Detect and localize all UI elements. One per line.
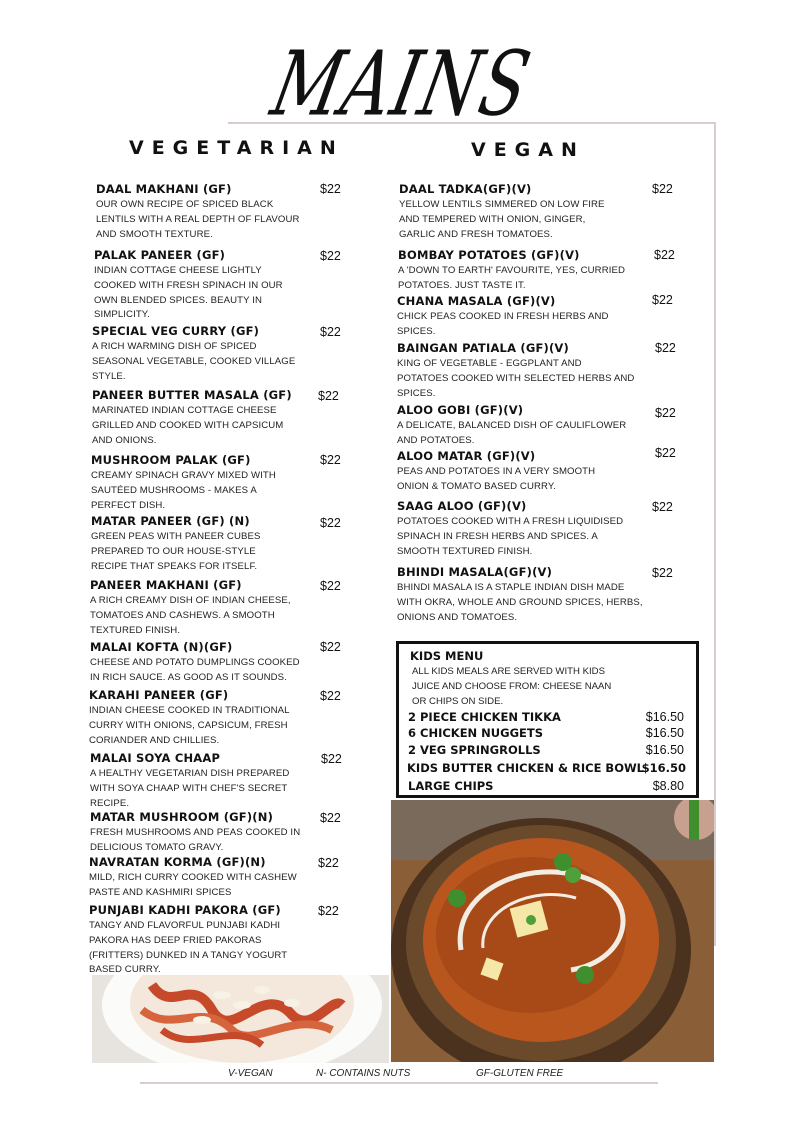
menu-item-name: DAAL TADKA(GF)(V) xyxy=(399,182,532,196)
menu-item-description: A RICH CREAMY DISH OF INDIAN CHEESE, TOMATOES AND CASHEWS. A SMOOTH TEXTURED FINISH. xyxy=(90,595,291,636)
menu-item-name: MATAR PANEER (GF) (N) xyxy=(91,514,250,528)
menu-item-description: MILD, RICH CURRY COOKED WITH CASHEW PASTE AND KASHMIRI SPICES xyxy=(89,872,297,898)
paneer-dish-photo xyxy=(92,975,389,1063)
menu-item-price: $22 xyxy=(320,453,341,467)
menu-item-price: $22 xyxy=(320,325,341,339)
legend-vegan: V-VEGAN xyxy=(228,1068,273,1079)
menu-item-price: $22 xyxy=(652,566,673,580)
menu-item-description: OUR OWN RECIPE OF SPICED BLACK LENTILS WITH A REAL DEPTH OF FLAVOUR AND SMOOTH TEXTURE. xyxy=(96,199,300,240)
menu-item-price: $22 xyxy=(320,640,341,654)
menu-item-name: DAAL MAKHANI (GF) xyxy=(96,182,232,196)
menu-item-description: CREAMY SPINACH GRAVY MIXED WITH SAUTÉED MUSHROOMS - MAKES A PERFECT DISH. xyxy=(91,470,276,511)
menu-item-description: PEAS AND POTATOES IN A VERY SMOOTH ONION & TOMATO BASED CURRY. xyxy=(397,466,596,492)
menu-item-name: PANEER BUTTER MASALA (GF) xyxy=(92,388,292,402)
menu-item xyxy=(89,688,290,748)
menu-item-name: MATAR MUSHROOM (GF)(N) xyxy=(90,810,274,824)
menu-item-description: A RICH WARMING DISH OF SPICED SEASONAL VEGETABLE, COOKED VILLAGE STYLE. xyxy=(92,341,296,382)
menu-item-price: $22 xyxy=(320,579,341,593)
menu-item xyxy=(92,388,292,448)
menu-item-description: A DELICATE, BALANCED DISH OF CAULIFLOWER AND POTATOES. xyxy=(397,420,627,446)
menu-item-name: BOMBAY POTATOES (GF)(V) xyxy=(398,248,580,262)
menu-item xyxy=(397,565,643,625)
menu-item xyxy=(90,810,300,856)
menu-item xyxy=(398,248,625,294)
menu-item-description: CHEESE AND POTATO DUMPLINGS COOKED IN RICH SAUCE. AS GOOD AS IT SOUNDS. xyxy=(90,657,300,683)
menu-item xyxy=(91,453,276,513)
menu-item-name: MUSHROOM PALAK (GF) xyxy=(91,453,251,467)
menu-item-description: GREEN PEAS WITH PANEER CUBES PREPARED TO OUR HOUSE-STYLE RECIPE THAT SPEAKS FOR ITSELF. xyxy=(91,531,261,572)
menu-item-price: $22 xyxy=(318,904,339,918)
menu-item xyxy=(94,248,283,323)
menu-item-name: MALAI SOYA CHAAP xyxy=(90,751,221,765)
menu-item-name: PALAK PANEER (GF) xyxy=(94,248,226,262)
menu-item xyxy=(397,449,595,495)
menu-item-price: $22 xyxy=(652,182,673,196)
menu-item-name: KARAHI PANEER (GF) xyxy=(89,688,229,702)
menu-item-name: ALOO MATAR (GF)(V) xyxy=(397,449,536,463)
menu-item-name: SPECIAL VEG CURRY (GF) xyxy=(92,324,260,338)
menu-item xyxy=(397,294,609,340)
menu-item-name: MALAI KOFTA (N)(GF) xyxy=(90,640,233,654)
menu-item xyxy=(89,855,297,901)
menu-item-name: BHINDI MASALA(GF)(V) xyxy=(397,565,553,579)
menu-item-name: NAVRATAN KORMA (GF)(N) xyxy=(89,855,266,869)
menu-item-name: PUNJABI KADHI PAKORA (GF) xyxy=(89,903,281,917)
kids-menu-box: KIDS MENU ALL KIDS MEALS ARE SERVED WITH KIDS JUICE AND CHOOSE FROM: CHEESE NAAN OR CHIPS ON SIDE. 2 PIECE CHICKEN TIKKA $16.50 6 CHICKEN NUGGETS $16.50 2 VEG SPRINGROLLS $16.50 KIDS BUTTER CHICKEN & RICE BOWL $16.50 LARGE CHIPS $8.80 xyxy=(396,641,699,798)
vegetarian-heading: VEGETARIAN xyxy=(129,137,344,159)
menu-item-description: A 'DOWN TO EARTH' FAVOURITE, YES, CURRIED POTATOES. JUST TASTE IT. xyxy=(398,265,626,291)
menu-item xyxy=(397,499,623,559)
menu-item-description: FRESH MUSHROOMS AND PEAS COOKED IN DELICIOUS TOMATO GRAVY. xyxy=(90,827,301,853)
menu-item-description: YELLOW LENTILS SIMMERED ON LOW FIRE AND TEMPERED WITH ONION, GINGER, GARLIC AND FRESH TOMATOES. xyxy=(399,199,605,240)
menu-item xyxy=(397,341,634,401)
menu-item-description: KING OF VEGETABLE - EGGPLANT AND POTATOES COOKED WITH SELECTED HERBS AND SPICES. xyxy=(397,358,635,399)
menu-item-price: $22 xyxy=(655,406,676,420)
menu-item-description: BHINDI MASALA IS A STAPLE INDIAN DISH MADE WITH OKRA, WHOLE AND GROUND SPICES, HERBS, ONIONS AND TOMATOES. xyxy=(397,582,643,623)
menu-item xyxy=(90,640,300,686)
menu-item-price: $22 xyxy=(318,856,339,870)
menu-item-price: $22 xyxy=(655,446,676,460)
menu-item-price: $22 xyxy=(320,689,341,703)
menu-item-name: ALOO GOBI (GF)(V) xyxy=(397,403,524,417)
menu-item xyxy=(89,903,287,978)
menu-item-name: BAINGAN PATIALA (GF)(V) xyxy=(397,341,569,355)
menu-item-description: INDIAN CHEESE COOKED IN TRADITIONAL CURRY WITH ONIONS, CAPSICUM, FRESH CORIANDER AND CHILLIES. xyxy=(89,705,290,746)
menu-item-name: CHANA MASALA (GF)(V) xyxy=(397,294,556,308)
menu-item-description: INDIAN COTTAGE CHEESE LIGHTLY COOKED WITH FRESH SPINACH IN OUR OWN BLENDED SPICES. BEAUTY IN SIMPLICITY. xyxy=(94,265,283,321)
frame-right-line xyxy=(714,122,716,946)
legend-gluten-free: GF-GLUTEN FREE xyxy=(476,1068,564,1079)
menu-item xyxy=(397,403,626,449)
kids-menu-title: KIDS MENU xyxy=(410,649,484,663)
menu-item xyxy=(90,751,289,811)
menu-item-price: $22 xyxy=(652,500,673,514)
vegan-heading: VEGAN xyxy=(471,139,585,161)
menu-item-description: CHICK PEAS COOKED IN FRESH HERBS AND SPICES. xyxy=(397,311,609,337)
menu-item xyxy=(90,578,291,638)
kids-menu-description: ALL KIDS MEALS ARE SERVED WITH KIDS JUICE AND CHOOSE FROM: CHEESE NAAN OR CHIPS ON SIDE. xyxy=(412,666,612,707)
menu-item-description: TANGY AND FLAVORFUL PUNJABI KADHI PAKORA HAS DEEP FRIED PAKORAS (FRITTERS) DUNKED IN A TANGY YOGURT BASED CURRY. xyxy=(89,920,288,976)
legend-nuts: N- CONTAINS NUTS xyxy=(316,1068,411,1079)
dal-makhani-photo xyxy=(391,800,714,1062)
menu-item xyxy=(91,514,260,574)
menu-item-price: $22 xyxy=(321,752,342,766)
menu-item-description: A HEALTHY VEGETARIAN DISH PREPARED WITH SOYA CHAAP WITH CHEF'S SECRET RECIPE. xyxy=(90,768,290,809)
menu-item-price: $22 xyxy=(652,293,673,307)
frame-bottom-line xyxy=(140,1082,658,1084)
menu-item xyxy=(92,324,295,384)
menu-item-price: $22 xyxy=(320,249,341,263)
page-title: MAINS xyxy=(263,31,541,136)
menu-item-price: $22 xyxy=(654,248,675,262)
menu-item xyxy=(96,182,300,242)
menu-item-price: $22 xyxy=(320,516,341,530)
menu-item-price: $22 xyxy=(318,389,339,403)
menu-item-price: $22 xyxy=(320,811,341,825)
menu-item-name: SAAG ALOO (GF)(V) xyxy=(397,499,527,513)
menu-item-name: PANEER MAKHANI (GF) xyxy=(90,578,242,592)
menu-item-price: $22 xyxy=(320,182,341,196)
menu-item xyxy=(399,182,605,242)
menu-item-description: POTATOES COOKED WITH A FRESH LIQUIDISED SPINACH IN FRESH HERBS AND SPICES. A SMOOTH TEXTURED FINISH. xyxy=(397,516,624,557)
menu-item-price: $22 xyxy=(655,341,676,355)
menu-item-description: MARINATED INDIAN COTTAGE CHEESE GRILLED AND COOKED WITH CAPSICUM AND ONIONS. xyxy=(92,405,284,446)
